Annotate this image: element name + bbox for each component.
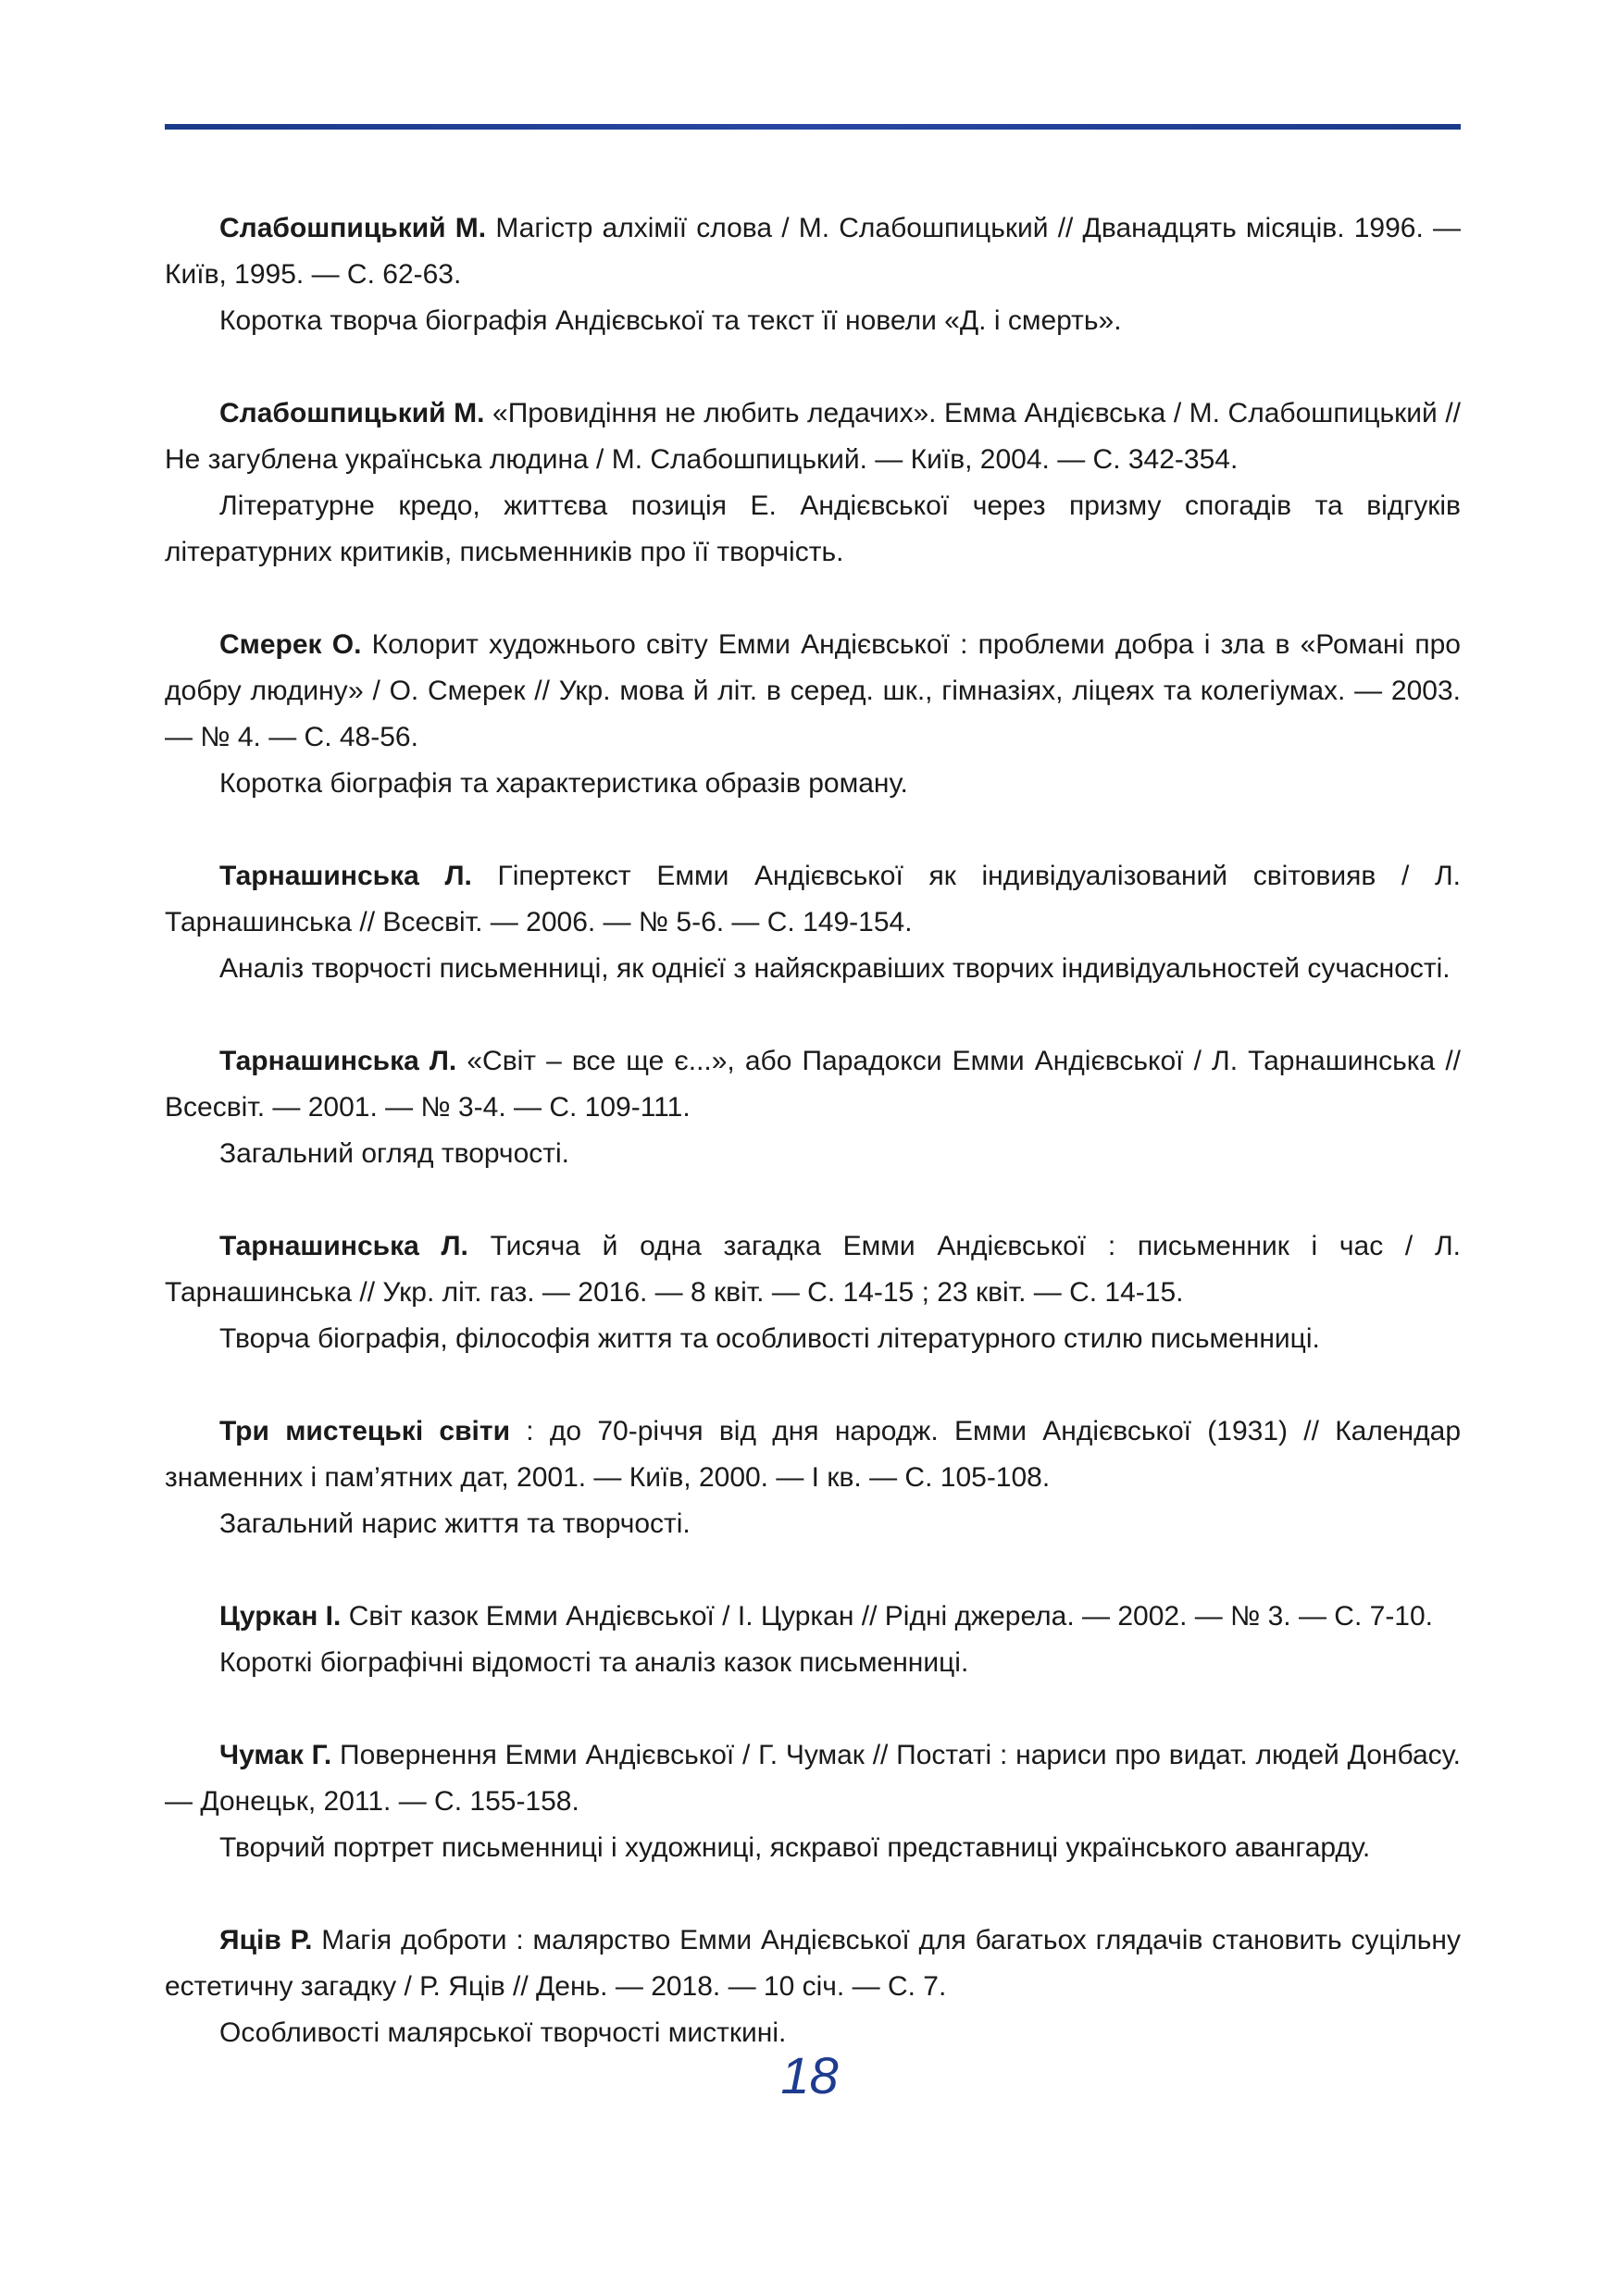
entry-text: «Провидіння не любить ледачих». Емма Андієвська / М. Слабошпицький // Не загублена українська людина / М. Слабошпицький. — Київ, 2004. — С. 342-354.	[165, 398, 1461, 475]
entry-text: Повернення Емми Андієвської / Г. Чумак // Постаті : нариси про видат. людей Донбасу. — Донецьк, 2011. — С. 155-158.	[165, 1740, 1461, 1817]
entry-annotation: Коротка творча біографія Андієвської та текст її новели «Д. і смерть».	[219, 305, 1122, 336]
citation	[165, 1223, 1461, 1316]
citation	[165, 1594, 1461, 1640]
bibliography-entry	[165, 1917, 1461, 2056]
entry-text: Світ казок Емми Андієвської / І. Цуркан // Рідні джерела. — 2002. — № 3. — С. 7-10.	[341, 1601, 1434, 1632]
citation	[165, 391, 1461, 483]
entry-text: «Світ – все ще є...», або Парадокси Емми Андієвської / Л. Тарнашинська // Всесвіт. — 2001. — № 3-4. — С. 109-111.	[165, 1046, 1461, 1123]
citation	[165, 622, 1461, 761]
entry-author: Слабошпицький М.	[219, 398, 485, 428]
entry-annotation: Коротка біографія та характеристика образів роману.	[219, 768, 908, 799]
entry-text: Магія доброти : малярство Емми Андієвської для багатьох глядачів становить суцільну естетичну загадку / Р. Яців // День. — 2018. — 10 січ. — С. 7.	[165, 1925, 1461, 2002]
entry-text: Магістр алхімії слова / М. Слабошпицький // Дванадцять місяців. 1996. — Київ, 1995. — С. 62-63.	[165, 213, 1462, 290]
bibliography-entry	[165, 1594, 1461, 1686]
bibliography-entry	[165, 391, 1461, 576]
entry-author: Смерек О.	[219, 629, 362, 660]
entry-author: Яців Р.	[219, 1925, 313, 1955]
bibliography-entry	[165, 1409, 1461, 1547]
entry-text: : до 70-річчя від дня народж. Емми Андієвської (1931) // Календар знаменних і пам’ятних дат, 2001. — Київ, 2000. — І кв. — С. 105-108.	[165, 1416, 1461, 1493]
entry-text: Тисяча й одна загадка Емми Андієвської : письменник і час / Л. Тарнашинська // Укр. літ. газ. — 2016. — 8 квіт. — С. 14-15 ; 23 квіт. — С. 14-15.	[165, 1231, 1461, 1308]
bibliography-entry	[165, 853, 1461, 992]
entry-annotation: Короткі біографічні відомості та аналіз казок письменниці.	[219, 1647, 969, 1678]
citation	[165, 1917, 1461, 2010]
entry-annotation: Загальний огляд творчості.	[219, 1138, 569, 1169]
citation	[165, 1409, 1461, 1501]
entry-author: Тарнашинська Л.	[219, 861, 472, 891]
citation	[165, 205, 1461, 298]
bibliography-entry	[165, 1038, 1461, 1177]
entry-annotation: Літературне кредо, життєва позиція Е. Андієвської через призму спогадів та відгуків літературних критиків, письменників про її творчість.	[165, 490, 1461, 567]
header-rule	[165, 124, 1461, 130]
entry-annotation: Творчий портрет письменниці і художниці, яскравої представниці українського авангарду.	[219, 1832, 1371, 1863]
entry-author: Три мистецькі світи	[219, 1416, 511, 1446]
entry-annotation: Особливості малярської творчості мисткині.	[219, 2017, 787, 2048]
entry-annotation: Аналіз творчості письменниці, як однієї з найяскравіших творчих індивідуальностей сучасності.	[219, 953, 1451, 984]
entry-text: Гіпертекст Емми Андієвської як індивідуалізований світовияв / Л. Тарнашинська // Всесвіт. — 2006. — № 5-6. — С. 149-154.	[165, 861, 1461, 937]
entry-annotation: Творча біографія, філософія життя та особливості літературного стилю письменниці.	[219, 1323, 1320, 1354]
bibliography-list	[165, 205, 1461, 2056]
entry-text: Колорит художнього світу Емми Андієвської : проблеми добра і зла в «Романі про добру людину» / О. Смерек // Укр. мова й літ. в серед. шк., гімназіях, ліцеях та колегіумах. — 2003. — № 4. — С. 48-56.	[165, 629, 1461, 752]
entry-author: Чумак Г.	[219, 1740, 332, 1770]
citation	[165, 1038, 1461, 1131]
entry-author: Слабошпицький М.	[219, 213, 487, 243]
bibliography-entry	[165, 1732, 1461, 1871]
bibliography-entry	[165, 205, 1461, 344]
entry-annotation: Загальний нарис життя та творчості.	[219, 1508, 691, 1539]
bibliography-entry	[165, 622, 1461, 807]
page-number: 18	[780, 2046, 839, 2104]
citation	[165, 1732, 1461, 1825]
entry-author: Цуркан І.	[219, 1601, 342, 1632]
entry-author: Тарнашинська Л.	[219, 1046, 457, 1076]
bibliography-entry	[165, 1223, 1461, 1362]
entry-author: Тарнашинська Л.	[219, 1231, 468, 1261]
citation	[165, 853, 1461, 946]
